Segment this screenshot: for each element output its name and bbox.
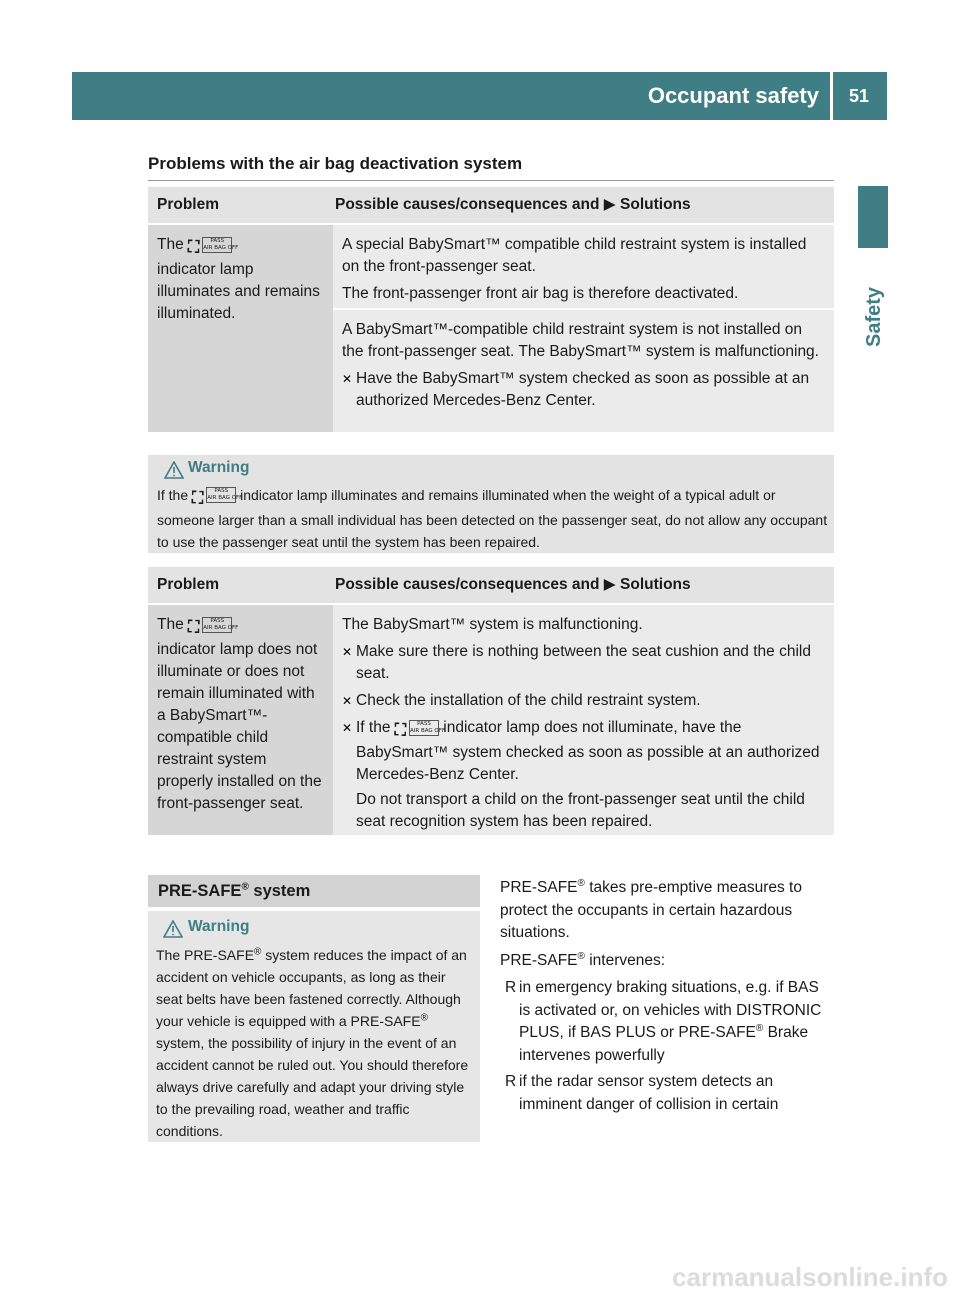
child-seat-icon: ⛶	[188, 239, 200, 256]
solution-step: ✕ If the ⛶ PASS AIR BAG OFF indicator lamp does not illuminate, have the BabySmart™ system checked as soon as possible at an authorized Mercedes-Benz Center.	[342, 717, 824, 786]
header-divider	[830, 72, 833, 120]
bullet-icon: R	[505, 1073, 517, 1090]
child-seat-icon: ⛶	[192, 490, 204, 507]
page-header	[72, 72, 887, 120]
presafe-warning-box	[148, 911, 480, 1142]
problem-cell: The ⛶ PASS AIR BAG OFF indicator lamp does not illuminate or does not remain illuminated with a BabySmart™-compatible child restraint system properly installed on the front-passenger seat.	[148, 605, 333, 835]
list-item: R if the radar sensor system detects an imminent danger of collision in certain	[500, 1071, 834, 1116]
problem-table-1	[148, 187, 834, 432]
warning-text: The PRE-SAFE® system reduces the impact of an accident on vehicle occupants, as long as their seat belts have been fastened correctly. Although your vehicle is equipped with a PRE-SAFE® system, the possibility of injury in the event of an accident cannot be ruled out. You should therefore always drive carefully and adapt your driving style to the prevailing road, weather and traffic conditions.	[156, 946, 469, 1139]
solutions-cell	[333, 605, 834, 835]
side-tab-marker	[858, 186, 888, 248]
header-title: Occupant safety	[647, 83, 819, 108]
col-problem: Problem	[157, 196, 220, 213]
cause-block: The BabySmart™ system is malfunctioning. ✕ Make sure there is nothing between the seat cushion and the child seat. ✕ Check the installation of the child restraint system. ✕ If the ⛶ PASS AIR BAG OFF indicator lamp does not illuminate, have the BabySmart™ system checked as soon as possible at an authorized Mercedes-Benz Center. Do not transport a child on the front-passenger seat until the child seat recognition system has been repaired.	[333, 605, 834, 843]
section-title: Problems with the air bag deactivation system	[148, 154, 834, 181]
child-seat-icon: ⛶	[394, 722, 406, 739]
list-item: R in emergency braking situations, e.g. if BAS is activated or, on vehicles with DISTRONIC PLUS, if BAS PLUS or PRE-SAFE® Brake intervenes powerfully	[500, 977, 834, 1067]
warning-box	[148, 455, 834, 553]
table-header	[148, 567, 834, 603]
pass-airbag-off-icon: PASS AIR BAG OFF	[203, 238, 239, 251]
presafe-body	[500, 877, 834, 1116]
arrow-right-icon: ▶	[603, 576, 616, 593]
airbag-indicator-icon	[394, 720, 446, 742]
paragraph: PRE-SAFE® takes pre-emptive measures to protect the occupants in certain hazardous situations.	[500, 877, 802, 941]
table-header	[148, 187, 834, 223]
child-seat-icon: ⛶	[188, 619, 200, 636]
table-row	[148, 605, 834, 835]
paragraph: PRE-SAFE® intervenes:	[500, 950, 666, 969]
solution-step: ✕ Make sure there is nothing between the seat cushion and the child seat.	[342, 641, 824, 685]
solution-step: ✕ Have the BabySmart™ system checked as soon as possible at an authorized Mercedes-Benz Center.	[342, 368, 824, 412]
warning-title: Warning	[188, 459, 250, 476]
bullet-icon: R	[505, 979, 517, 996]
airbag-indicator-icon	[192, 487, 243, 509]
pass-airbag-off-icon: PASS AIR BAG OFF	[207, 488, 243, 501]
step-arrow-icon: ✕	[342, 645, 353, 659]
warning-title: Warning	[188, 918, 250, 935]
col-causes: Possible causes/consequences and ▶ Solutions	[335, 576, 691, 593]
side-tab-label: Safety	[863, 286, 885, 347]
solutions-cell	[333, 225, 834, 432]
warning-text: If the ⛶ PASS AIR BAG OFF indicator lamp illuminates and remains illuminated when the weight of a typical adult or someone larger than a small individual has been detected on the passenger seat, do not allow any occupant to use the passenger seat until the system has been repaired.	[157, 487, 828, 550]
step-note: Do not transport a child on the front-passenger seat until the child seat recognition system has been repaired.	[356, 791, 805, 830]
step-arrow-icon: ✕	[342, 694, 353, 708]
airbag-indicator-icon	[188, 237, 239, 259]
table-row	[148, 225, 834, 432]
presafe-heading: PRE-SAFE® system	[148, 875, 480, 907]
cause-block: A special BabySmart™ compatible child restraint system is installed on the front-passenger seat. The front-passenger front air bag is therefore deactivated.	[342, 236, 807, 302]
problem-table-2	[148, 567, 834, 835]
col-causes: Possible causes/consequences and ▶ Solutions	[335, 196, 691, 213]
problem-cell: The ⛶ PASS AIR BAG OFF indicator lamp illuminates and remains illuminated.	[148, 225, 333, 432]
arrow-right-icon: ▶	[603, 196, 616, 213]
step-arrow-icon: ✕	[342, 372, 353, 386]
solution-step: ✕ Check the installation of the child restraint system.	[342, 690, 824, 712]
pass-airbag-off-icon: PASS AIR BAG OFF	[203, 618, 239, 631]
watermark: carmanualsonline.info	[672, 1262, 948, 1292]
airbag-indicator-icon	[188, 617, 239, 639]
col-problem: Problem	[157, 576, 220, 593]
page-number: 51	[848, 86, 869, 106]
pass-airbag-off-icon: PASS AIR BAG OFF	[409, 721, 446, 734]
warning-triangle-icon	[164, 461, 184, 479]
cause-block: A BabySmart™-compatible child restraint system is not installed on the front-passenger seat. The BabySmart™ system is malfunctioning. ✕ Have the BabySmart™ system checked as soon as possible at an authorized Mercedes-Benz Center.	[333, 308, 834, 422]
warning-triangle-icon	[163, 920, 183, 938]
step-arrow-icon: ✕	[342, 721, 353, 735]
